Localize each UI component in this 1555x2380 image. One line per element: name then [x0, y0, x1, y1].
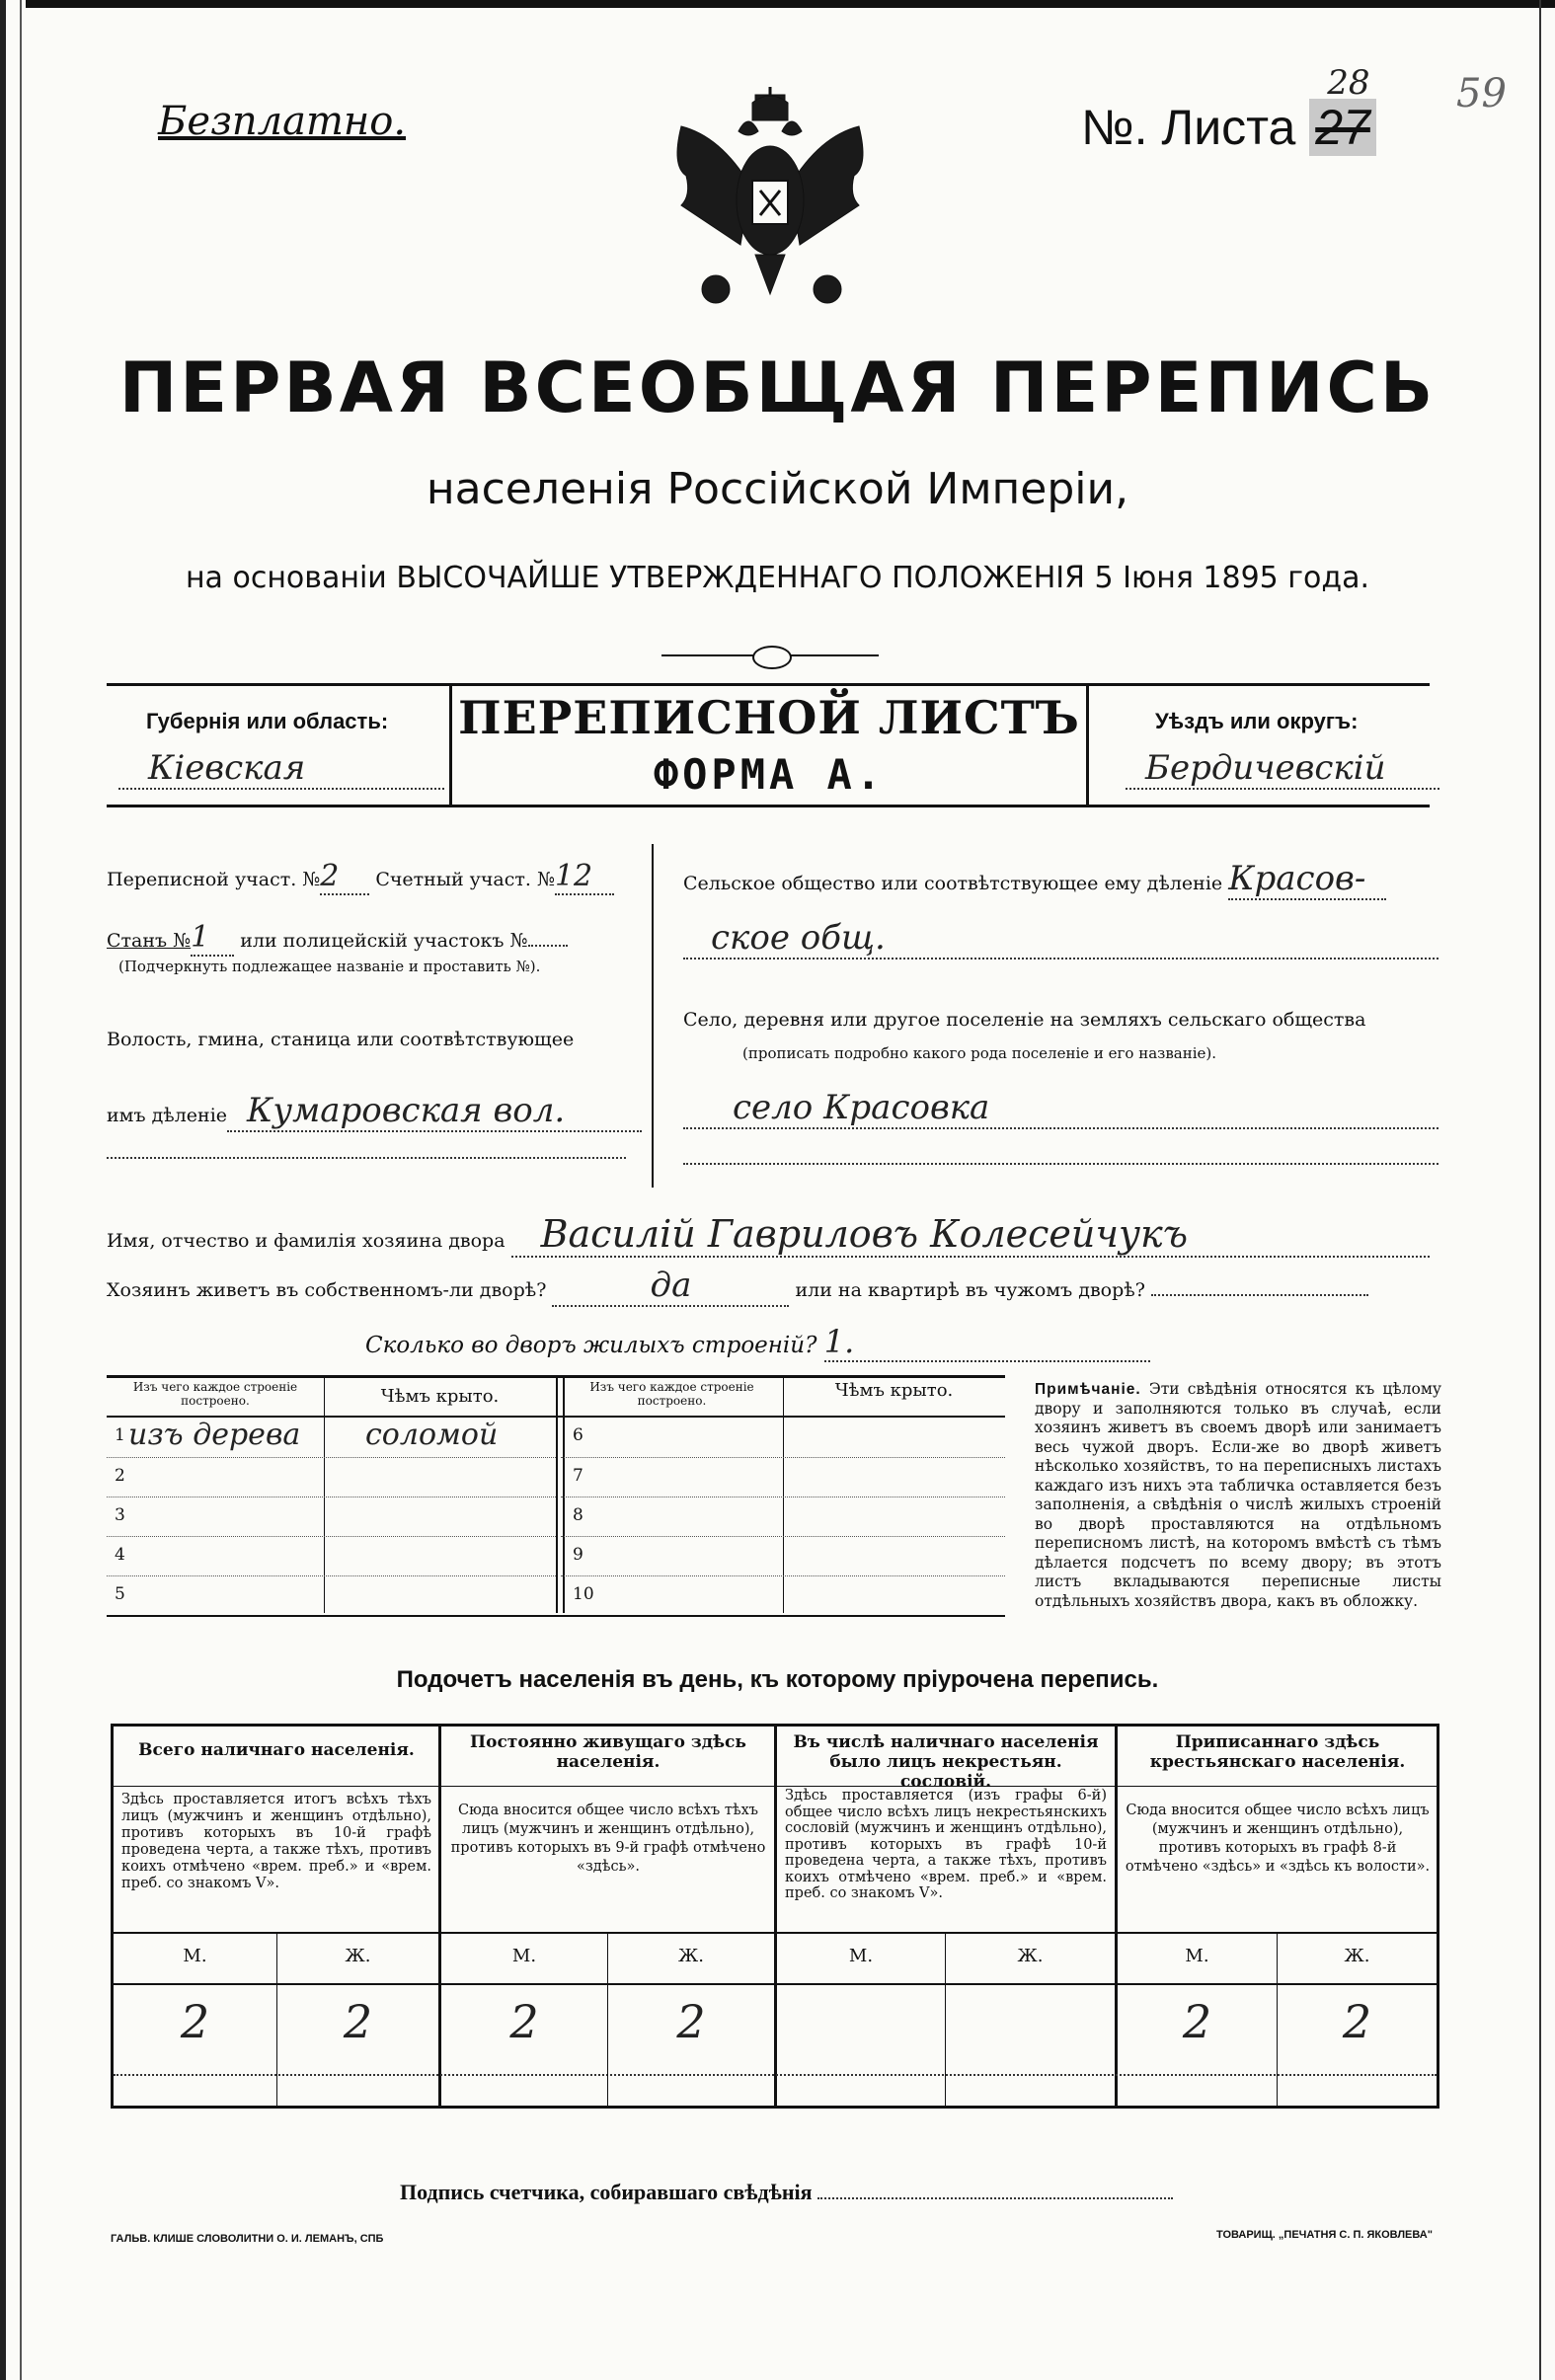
tally-col4-desc: Сюда вносится общее число всѣхъ лицъ (мужчинъ и женщинъ отдѣльно), противъ которыхъ въ графѣ 8-й отмѣчено «здѣсь» и «здѣсь къ волости». — [1125, 1803, 1431, 1875]
free-label: Безплатно. — [158, 99, 407, 144]
tally-col4-f-value: 2 — [1342, 1995, 1372, 2048]
volost-extra-line — [107, 1157, 626, 1159]
bt-rows-right — [561, 1418, 1005, 1615]
society-value-1: Красов- — [1228, 859, 1386, 900]
sheet-number-old: 27 28 — [1309, 99, 1376, 156]
row-number: 6 — [573, 1425, 583, 1445]
info-block-divider — [652, 844, 654, 1188]
tally-col3-m-label: М. — [848, 1946, 874, 1966]
table-row — [561, 1418, 1005, 1458]
tally-mf-rule — [114, 1983, 1437, 1985]
row-material: изъ дерева — [128, 1418, 301, 1452]
tally-table — [111, 1724, 1439, 2109]
table-row — [561, 1576, 1005, 1615]
form-header-bottom-rule — [107, 805, 1430, 807]
tally-desc-rule — [114, 1932, 1437, 1934]
tally-col3-f-label: Ж. — [1017, 1946, 1044, 1966]
form-header-divider-right — [1086, 683, 1089, 807]
tally-col2-head: Постоянно живущаго здѣсь населенія. — [470, 1732, 746, 1772]
table-row — [561, 1497, 1005, 1537]
sheet-number — [1081, 63, 1376, 156]
buildings-table — [107, 1375, 1005, 1617]
sheet-number-label: №. Листа — [1081, 100, 1296, 155]
tally-div-3 — [1115, 1727, 1118, 2106]
tally-col1-f-label: Ж. — [345, 1946, 371, 1966]
tally-col3-head: Въ числѣ наличнаго населенія было лицъ некрестьян. сословій. — [793, 1732, 1099, 1792]
bt-col-roof: Чѣмъ крыто. — [380, 1386, 500, 1407]
tally-col2-f-value: 2 — [676, 1995, 706, 2048]
volost-label: Волость, гмина, станица или соотвѣтствующее — [107, 1029, 575, 1050]
buildings-label: Сколько во дворъ жилыхъ строеній? — [365, 1333, 817, 1358]
sheet-number-new: 28 — [1327, 63, 1370, 103]
police-value — [528, 945, 568, 947]
bt-rows-left — [107, 1418, 556, 1615]
village-value: село Красовка — [683, 1088, 1438, 1129]
village-label: Село, деревня или другое поселеніе на земляхъ сельскаго общества — [683, 1009, 1366, 1031]
stan-label: Станъ № — [107, 930, 192, 952]
owner-name-line — [107, 1212, 1439, 1258]
table-row — [561, 1458, 1005, 1497]
table-row — [107, 1576, 556, 1615]
guberniya-label: Губернія или область: — [146, 709, 389, 733]
owner-name-value: Василій Гавриловъ Колесейчукъ — [511, 1212, 1430, 1258]
tally-col2-f-label: Ж. — [678, 1946, 704, 1966]
census-district-value: 2 — [320, 859, 369, 895]
tally-col1-desc: Здѣсь проставляется итогъ всѣхъ тѣхъ лицъ (мужчинъ и женщинъ отдѣльно), противъ которыхъ въ 10-й графѣ проведена черта, а также тѣхъ, противъ коихъ отмѣчено «врем. преб.» и «врем. преб. со знакомъ V». — [121, 1792, 431, 1891]
police-label: или полицейскій участокъ № — [240, 930, 528, 952]
tally-col1-m-label: М. — [183, 1946, 207, 1966]
tally-div-1 — [438, 1727, 441, 2106]
row-number: 4 — [115, 1545, 125, 1565]
tally-col1-m-value: 2 — [180, 1995, 210, 2048]
form-header-top-rule — [107, 683, 1430, 686]
tally-col1-head: Всего наличнаго населенія. — [138, 1740, 415, 1760]
count-district-label: Счетный участ. № — [375, 869, 555, 890]
printer-left: ГАЛЬВ. КЛИШЕ СЛОВОЛИТНИ О. И. ЛЕМАНЪ, СПБ — [111, 2233, 384, 2245]
stan-value: 1 — [191, 920, 234, 957]
society-line — [683, 859, 1443, 900]
buildings-line — [365, 1323, 1150, 1362]
tally-col4-m-label: М. — [1185, 1946, 1209, 1966]
bt-col-material-2: Изъ чего каждое строеніе построено. — [589, 1380, 754, 1408]
own-yard-value: да — [552, 1266, 789, 1307]
village-extra-line — [683, 1163, 1438, 1165]
table-row — [107, 1418, 556, 1458]
tally-col4-head: Приписаннаго здѣсь крестьянскаго населенія. — [1149, 1732, 1406, 1772]
coat-of-arms-emblem — [661, 87, 879, 319]
row-number: 5 — [115, 1584, 125, 1604]
bt-col-material: Изъ чего каждое строеніе построено. — [132, 1380, 298, 1408]
underline-note: (Подчеркнуть подлежащее названіе и проставить №). — [118, 958, 541, 975]
tally-col2-m-label: М. — [511, 1946, 537, 1966]
signature-label: Подпись счетчика, собиравшаго свѣдѣнія — [400, 2180, 813, 2204]
bt-col-roof-2: Чѣмъ крыто. — [834, 1380, 954, 1401]
tally-col3-desc: Здѣсь проставляется (изъ графы 6-й) общее число всѣхъ лицъ некрестьянскихъ сословій (мужчинъ и женщинъ отдѣльно), противъ которыхъ въ графѣ 10-й проведена черта, а также тѣхъ, противъ коихъ отмѣчено «врем. преб.» и «врем. преб. со знакомъ V». — [785, 1788, 1107, 1901]
tally-col2-desc: Сюда вносится общее число всѣхъ тѣхъ лицъ (мужчинъ и женщинъ отдѣльно), противъ которыхъ въ 9-й графѣ отмѣчено «здѣсь». — [450, 1803, 766, 1875]
sheet-title: ПЕРЕПИСНОЙ ЛИСТЪ — [458, 691, 1080, 744]
rent-value — [1151, 1294, 1368, 1296]
district-line — [107, 859, 620, 895]
guberniya-value: Кіевская — [118, 748, 444, 790]
row-number: 1 — [115, 1425, 125, 1445]
uezd-value: Бердичевскій — [1126, 748, 1439, 790]
tally-col4-f-label: Ж. — [1344, 1946, 1370, 1966]
owner-yard-line — [107, 1266, 1439, 1307]
tally-head-rule — [114, 1786, 1437, 1787]
row-number: 8 — [573, 1505, 583, 1525]
sub-title: населенія Россійской Имперіи, — [426, 464, 1129, 514]
volost-line — [107, 1091, 642, 1132]
count-district-value: 12 — [555, 859, 614, 895]
row-number: 10 — [573, 1584, 594, 1604]
main-title: ПЕРВАЯ ВСЕОБЩАЯ ПЕРЕПИСЬ — [118, 347, 1437, 428]
stan-line — [107, 920, 640, 957]
tally-div-2 — [774, 1727, 777, 2106]
society-value-2: ское общ. — [683, 918, 1438, 960]
tally-title: Подочетъ населенія въ день, къ которому пріурочена перепись. — [396, 1666, 1159, 1693]
form-name: ФОРМА А. — [653, 750, 886, 799]
note-heading: Примѣчаніе. — [1035, 1381, 1141, 1398]
row-number: 7 — [573, 1466, 583, 1486]
note-text: Эти свѣдѣнія относятся къ цѣлому двору и заполняются только въ случаѣ, если хозяинъ живетъ въ своемъ дворѣ или занимаетъ весь чужой дворъ. Если-же во дворѣ живетъ нѣсколько хозяйствъ, то на переписныхъ листахъ каждаго изъ нихъ эта табличка оставляется безъ заполненія, а свѣдѣнія о числѣ жилыхъ строеній во дворѣ проставляются на отдѣльномъ переписномъ листѣ, на которомъ вмѣстѣ съ тѣмъ дѣлается подсчетъ по всему двору; въ этотъ листъ вкладываются переписные листы отдѣльныхъ хозяйствъ двора, какъ въ обложку. — [1035, 1380, 1441, 1610]
tally-col1-f-value: 2 — [343, 1995, 373, 2048]
tally-sum-rule — [114, 2074, 1437, 2076]
basis-line: на основаніи ВЫСОЧАЙШЕ УТВЕРЖДЕННАГО ПОЛОЖЕНІЯ 5 Іюня 1895 года. — [185, 561, 1370, 595]
row-number: 3 — [115, 1505, 125, 1525]
row-number: 9 — [573, 1545, 583, 1565]
uezd-label: Уѣздъ или округъ: — [1155, 709, 1359, 733]
table-row — [107, 1458, 556, 1497]
signature-line — [400, 2180, 1173, 2205]
row-number: 2 — [115, 1466, 125, 1486]
signature-value — [817, 2197, 1173, 2199]
buildings-value: 1. — [824, 1323, 1150, 1362]
society-label: Сельское общество или соотвѣтствующее ему дѣленіе — [683, 873, 1223, 894]
note-block — [1035, 1380, 1441, 1611]
row-roof: соломой — [365, 1418, 499, 1452]
corner-number: 59 — [1456, 71, 1507, 116]
rent-label: или на квартирѣ въ чужомъ дворѣ? — [795, 1279, 1145, 1301]
volost-value: Кумаровская вол. — [227, 1091, 642, 1132]
ornament-divider — [661, 652, 879, 659]
census-district-label: Переписной участ. № — [107, 869, 321, 890]
tally-col2-m-value: 2 — [509, 1995, 539, 2048]
owner-name-label: Имя, отчество и фамилія хозяина двора — [107, 1230, 505, 1252]
table-row — [107, 1497, 556, 1537]
page-top-edge — [0, 0, 1555, 8]
tally-col4-m-value: 2 — [1182, 1995, 1212, 2048]
table-row — [561, 1537, 1005, 1576]
volost-label2: имъ дѣленіе — [107, 1105, 228, 1126]
village-note: (прописать подробно какого рода поселеніе и его названіе). — [742, 1044, 1216, 1062]
printer-right: ТОВАРИЩ. „ПЕЧАТНЯ С. П. ЯКОВЛЕВА" — [1216, 2229, 1433, 2241]
table-row — [107, 1537, 556, 1576]
own-yard-label: Хозяинъ живетъ въ собственномъ-ли дворѣ? — [107, 1279, 547, 1301]
